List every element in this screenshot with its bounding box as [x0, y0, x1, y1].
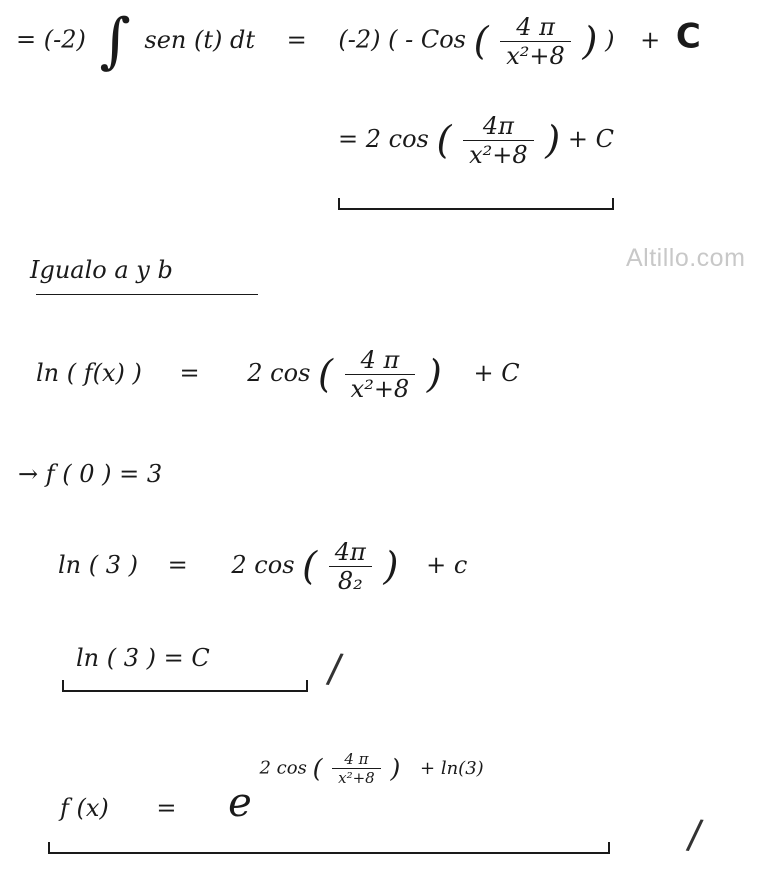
line-1-rhs-prefix: (-2) ( - Cos: [338, 25, 466, 54]
line-1-plus: +: [640, 25, 661, 54]
line-5-denominator: 8₂: [337, 567, 363, 595]
line-6: [76, 644, 210, 672]
line-5-suffix: + c: [426, 551, 468, 579]
paren-close: ): [545, 118, 561, 163]
paren-open: (: [436, 118, 452, 163]
check-mark-icon: /: [684, 811, 705, 859]
line-7-lhs: f (x): [60, 794, 109, 822]
line-2-suffix: + C: [567, 125, 615, 153]
line-1-integrand: sen (t) dt: [144, 25, 256, 54]
integral-sign: ∫: [99, 6, 131, 76]
paren-close: ): [390, 754, 401, 783]
watermark-logo: Altillo.com: [626, 244, 746, 272]
line-7-eq: =: [156, 794, 177, 822]
line-5-numerator: 4π: [329, 538, 372, 567]
result-underline-2: [62, 680, 308, 692]
paren-close: ): [582, 18, 598, 64]
line-4: [18, 460, 162, 488]
line-1-numerator: 4 π: [500, 13, 571, 42]
line-6-text: ln ( 3 ) = C: [76, 644, 210, 672]
exponent-fraction: [332, 750, 381, 787]
line-5-prefix: 2 cos: [231, 551, 295, 579]
exponent-numerator: 4 π: [332, 750, 381, 769]
line-7-exponent: [259, 750, 483, 787]
line-2-denominator: x²+8: [469, 141, 528, 169]
line-1-fraction: [500, 13, 571, 70]
line-5-eq: =: [167, 551, 188, 579]
line-1: [16, 6, 701, 76]
line-1-eq: =: [286, 25, 307, 54]
line-3-denominator: x²+8: [350, 375, 410, 403]
line-2-numerator: 4π: [463, 112, 534, 141]
exponent-suffix: + ln(3): [420, 757, 484, 779]
paren-open: (: [312, 754, 323, 783]
paren-open: (: [473, 18, 489, 64]
result-underline-1: [338, 198, 614, 210]
section-heading: Igualo a y b: [30, 256, 173, 284]
line-5: [58, 538, 467, 595]
line-5-lhs: ln ( 3 ): [58, 551, 139, 579]
line-3-eq: =: [179, 359, 200, 387]
line-3: [36, 346, 520, 403]
line-3-prefix: 2 cos: [247, 359, 311, 387]
line-1-constant: C: [675, 16, 701, 57]
result-underline-3: [48, 842, 610, 854]
exponent-denominator: x²+8: [338, 769, 375, 787]
line-3-lhs: ln ( f(x) ): [36, 359, 142, 387]
line-3-numerator: 4 π: [345, 346, 416, 375]
line-1-rhs-suffix: ): [605, 25, 615, 54]
line-2-fraction: [463, 112, 534, 169]
paren-close: ): [426, 352, 442, 397]
line-7-base: e: [228, 780, 252, 826]
heading-underline: [36, 294, 258, 295]
paren-close: ): [383, 544, 399, 589]
line-4-text: → f ( 0 ) = 3: [18, 460, 163, 488]
line-3-fraction: [345, 346, 416, 403]
exponent-prefix: 2 cos: [259, 757, 307, 779]
line-3-suffix: + C: [473, 359, 520, 387]
line-5-fraction: [329, 538, 372, 595]
paren-open: (: [318, 352, 334, 397]
line-1-denominator: x²+8: [506, 41, 565, 70]
line-1-lhs: = (-2): [16, 25, 86, 54]
check-mark-icon: /: [324, 645, 345, 693]
line-2-prefix: = 2 cos: [338, 125, 429, 153]
paren-open: (: [302, 544, 318, 589]
line-2: [338, 112, 614, 169]
